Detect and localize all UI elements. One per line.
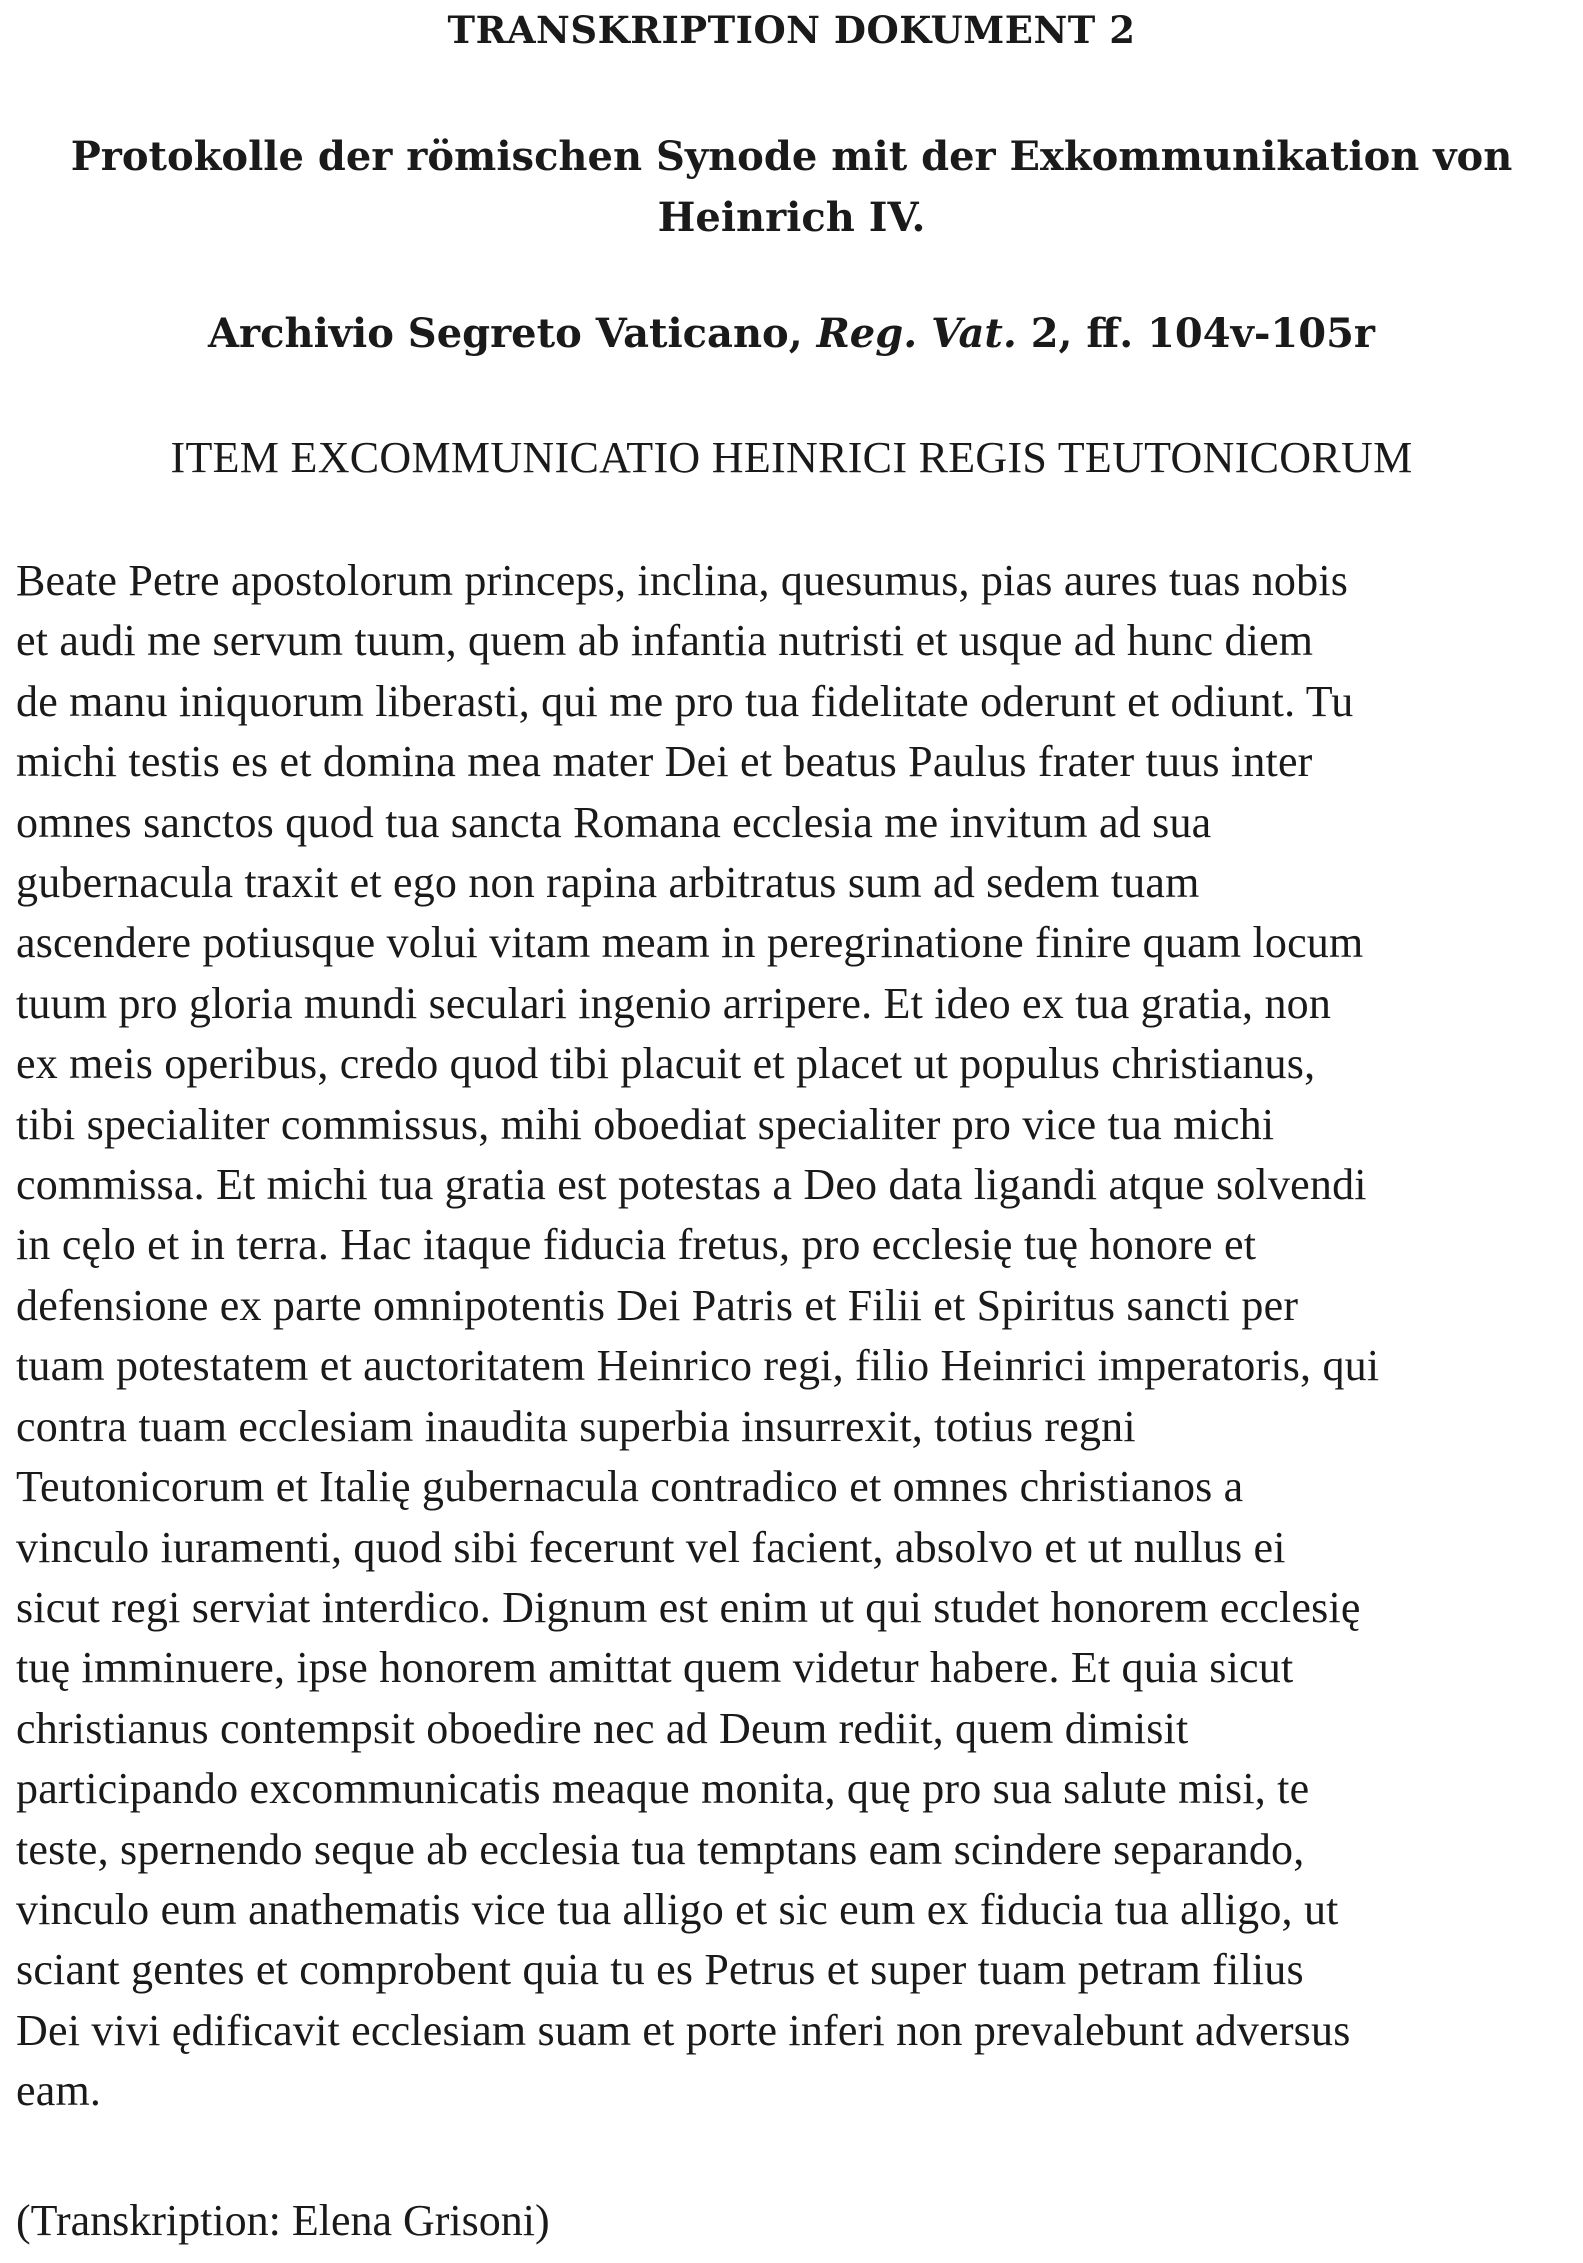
body-line: sciant gentes et comprobent quia tu es Petrus et super tuam petram filius (16, 1945, 1304, 1995)
body-line: eam. (16, 2066, 102, 2116)
body-line: tuę imminuere, ipse honorem amittat quem videtur habere. Et quia sicut (16, 1643, 1294, 1693)
body-line: defensione ex parte omnipotentis Dei Patris et Filii et Spiritus sancti per (16, 1280, 1299, 1330)
body-line: commissa. Et michi tua gratia est potestas a Deo data ligandi atque solvendi (16, 1160, 1367, 1210)
body-line: sicut regi serviat interdico. Dignum est enim ut qui studet honorem ecclesię (16, 1582, 1361, 1632)
body-line: gubernacula traxit et ego non rapina arbitratus sum ad sedem tuam (16, 858, 1200, 908)
body-line: in cęlo et in terra. Hac itaque fiducia fretus, pro ecclesię tuę honore et (16, 1220, 1257, 1270)
archive-space (917, 310, 931, 357)
body-line: de manu iniquorum liberasti, qui me pro tua fidelitate oderunt et odiunt. Tu (16, 676, 1354, 726)
body-line: tibi specialiter commissus, mihi oboediat specialiter pro vice tua michi (16, 1099, 1275, 1149)
document-title: TRANSKRIPTION DOKUMENT 2 (447, 8, 1136, 52)
archive-reg: Reg. (816, 310, 918, 357)
archive-vat: Vat. (931, 310, 1017, 357)
transcription-body (16, 551, 1546, 2122)
body-line: ex meis operibus, credo quod tibi placuit et placet ut populus christianus, (16, 1039, 1316, 1089)
body-line: vinculo iuramenti, quod sibi fecerunt vel facient, absolvo et ut nullus ei (16, 1522, 1286, 1572)
body-line: Beate Petre apostolorum princeps, inclina, quesumus, pias aures tuas nobis (16, 556, 1349, 605)
body-line: contra tuam ecclesiam inaudita superbia insurrexit, totius regni (16, 1401, 1136, 1451)
body-line: tuam potestatem et auctoritatem Heinrico regi, filio Heinrici imperatoris, qui (16, 1341, 1380, 1391)
body-line: participando excommunicatis meaque monita, quę pro sua salute misi, te (16, 1764, 1310, 1814)
body-line: michi testis es et domina mea mater Dei et beatus Paulus frater tuus inter (16, 737, 1313, 787)
body-line: omnes sanctos quod tua sancta Romana ecclesia me invitum ad sua (16, 797, 1212, 847)
archive-suffix: 2, ff. 104v-105r (1016, 310, 1375, 357)
archive-reference (0, 310, 1583, 357)
transcription-credit: (Transkription: Elena Grisoni) (16, 2196, 550, 2245)
body-line: teste, spernendo seque ab ecclesia tua temptans eam scindere separando, (16, 1824, 1305, 1874)
body-line: ascendere potiusque volui vitam meam in peregrinatione finire quam locum (16, 918, 1364, 968)
section-heading: ITEM EXCOMMUNICATIO HEINRICI REGIS TEUTONICORUM (170, 433, 1413, 482)
body-line: Teutonicorum et Italię gubernacula contradico et omnes christianos a (16, 1462, 1244, 1512)
body-line: et audi me servum tuum, quem ab infantia nutristi et usque ad hunc diem (16, 616, 1314, 666)
subtitle-line-1: Protokolle der römischen Synode mit der Exkommunikation von (70, 133, 1513, 180)
body-line: vinculo eum anathematis vice tua alligo et sic eum ex fiducia tua alligo, ut (16, 1884, 1339, 1934)
body-line: Dei vivi ędificavit ecclesiam suam et porte inferi non prevalebunt adversus (16, 2005, 1351, 2055)
body-line: christianus contempsit oboedire nec ad Deum rediit, quem dimisit (16, 1703, 1189, 1753)
body-line: tuum pro gloria mundi seculari ingenio arripere. Et ideo ex tua gratia, non (16, 978, 1332, 1028)
subtitle-line-2: Heinrich IV. (657, 194, 926, 241)
document-subtitle (40, 126, 1543, 248)
archive-prefix: Archivio Segreto Vaticano, (208, 310, 817, 357)
